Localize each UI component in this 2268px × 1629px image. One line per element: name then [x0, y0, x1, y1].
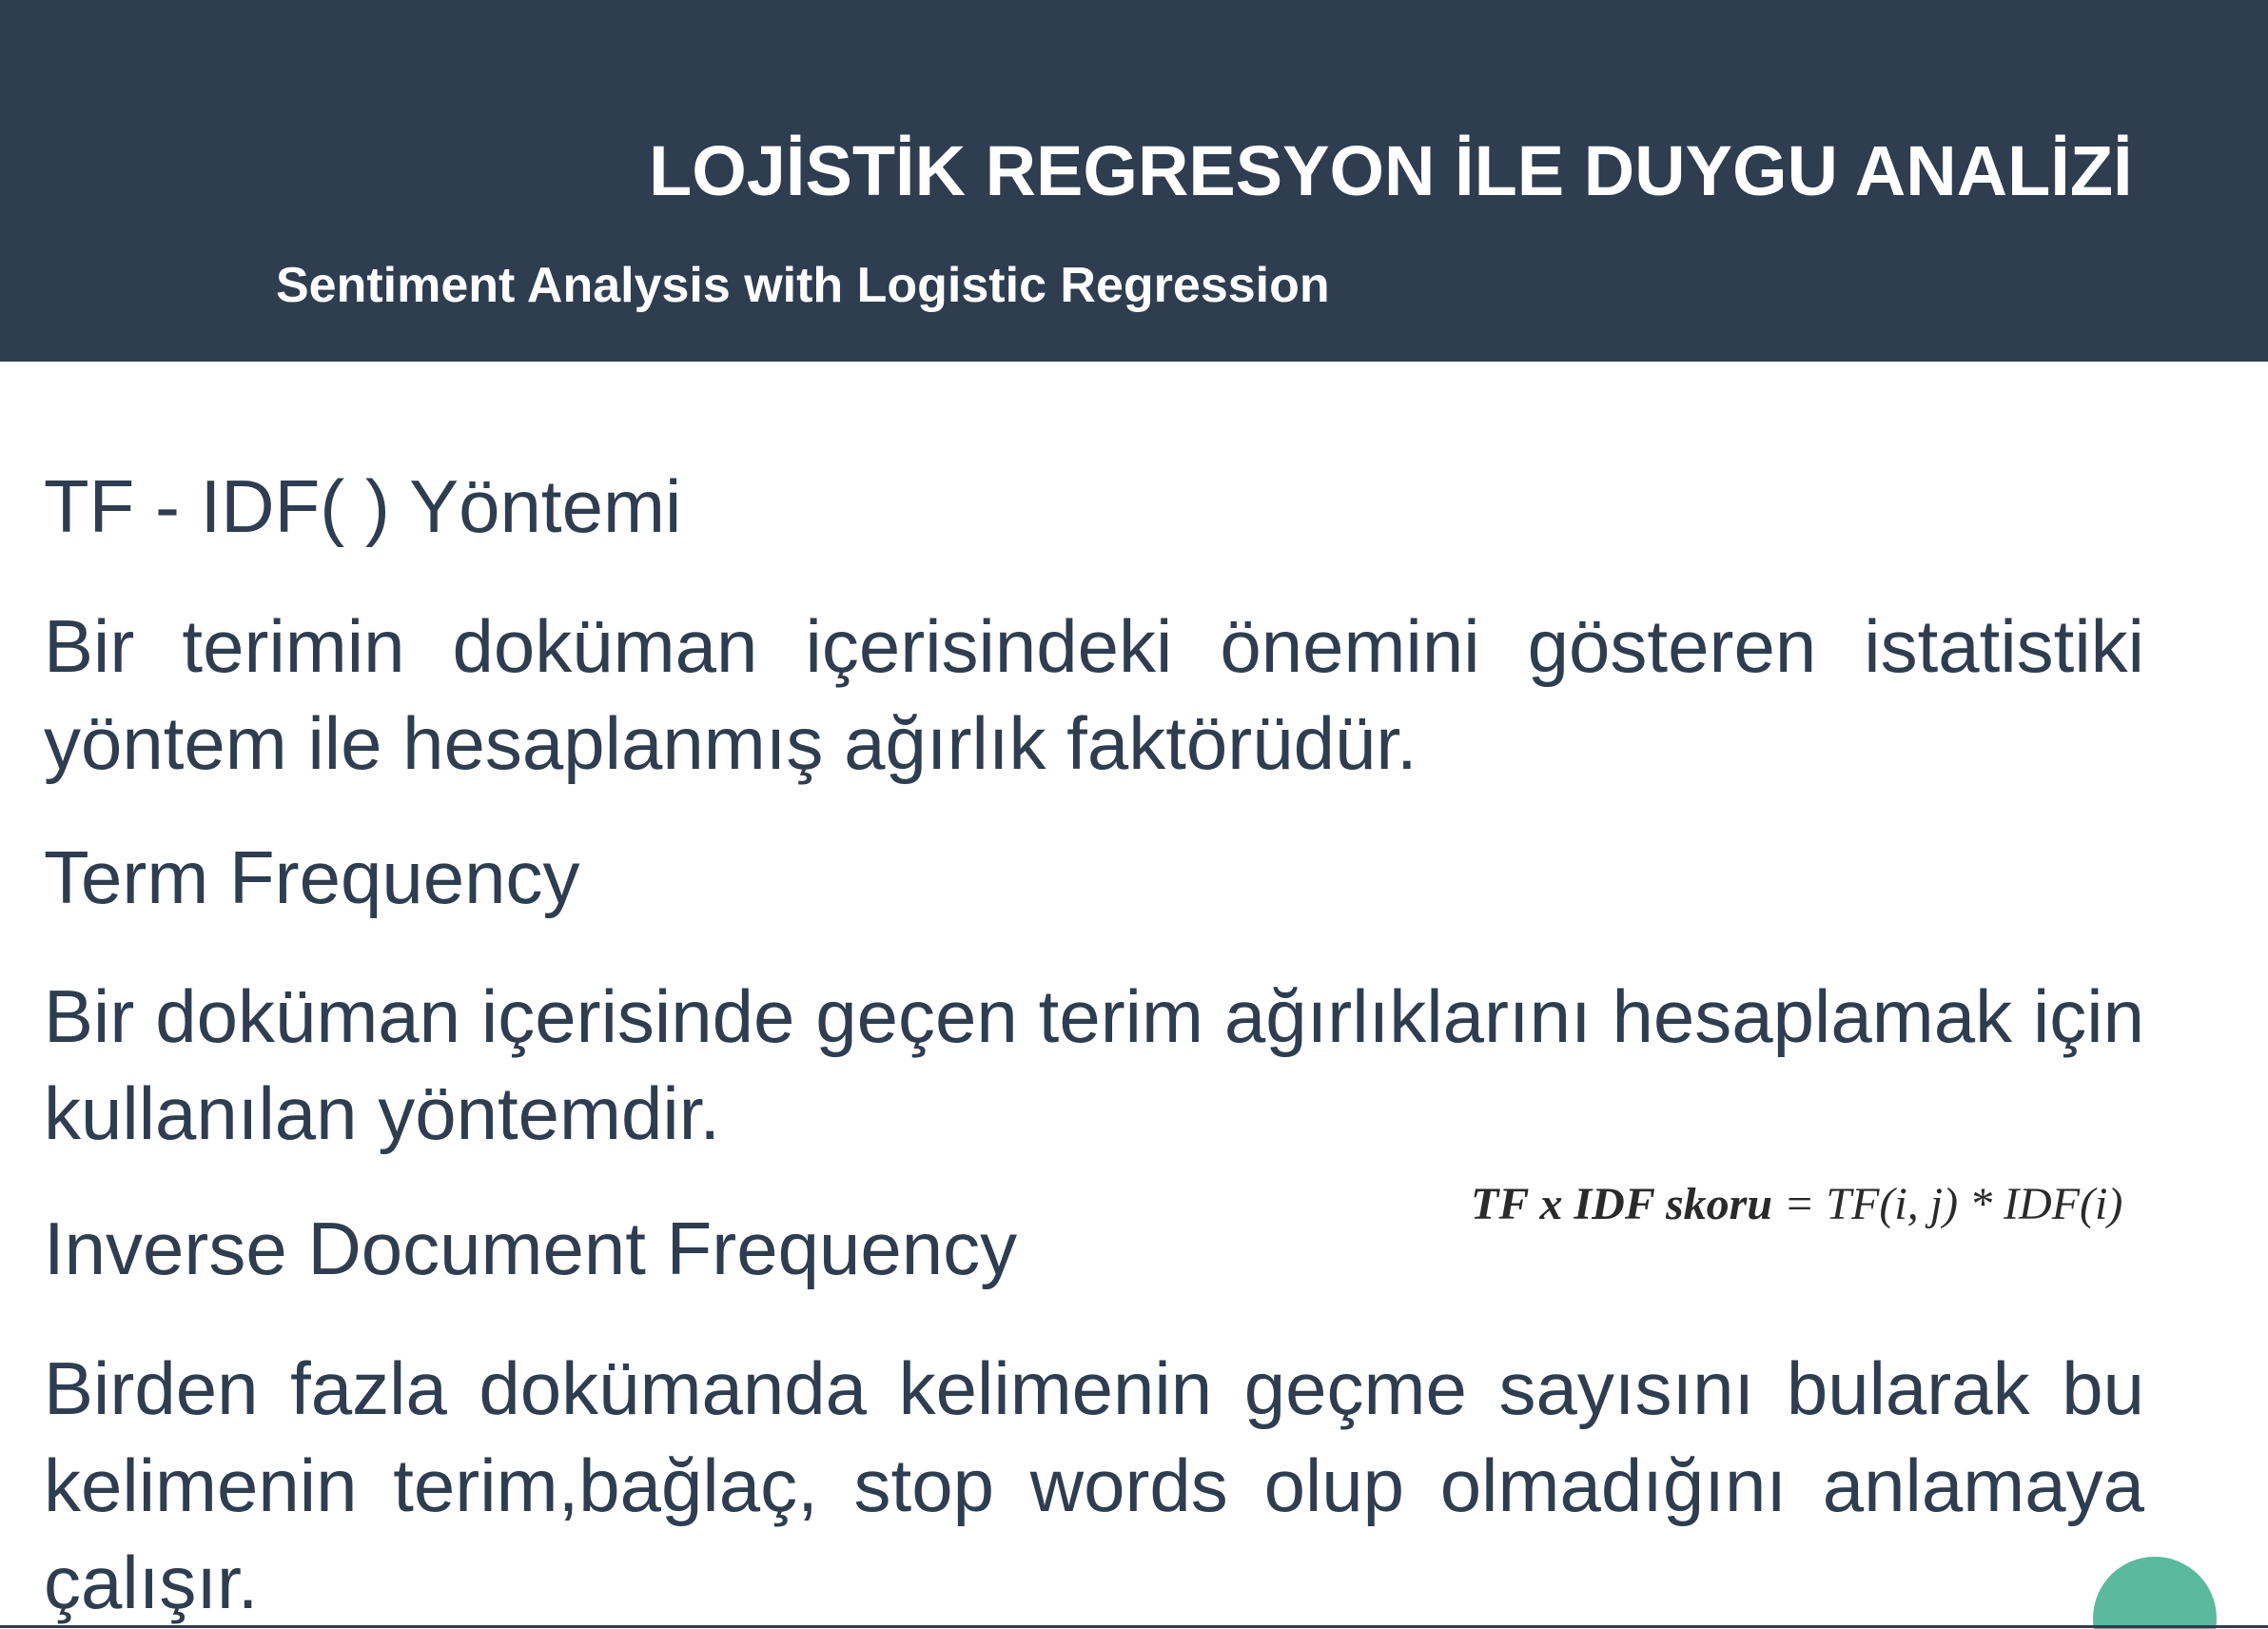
section-heading-tfidf: TF - IDF( ) Yöntemi	[44, 464, 682, 548]
formula-rhs: = TF(i, j) * IDF(i)	[1772, 1179, 2123, 1229]
formula-lhs: TF x IDF skoru	[1471, 1179, 1773, 1229]
section-text-inverse-document-frequency: Birden fazla dokümanda kelimenin geçme sayısını bularak bu kelimenin terim,bağlaç, stop words olup olmadığını anlamaya çalışır.	[44, 1346, 2144, 1624]
bottom-divider	[0, 1625, 2268, 1628]
slide-title: LOJİSTİK REGRESYON İLE DUYGU ANALİZİ	[649, 131, 2133, 210]
slide-subtitle: Sentiment Analysis with Logistic Regression	[276, 258, 1330, 313]
section-heading-term-frequency: Term Frequency	[44, 835, 580, 919]
section-text-term-frequency: Bir doküman içerisinde geçen terim ağırlıklarını hesaplamak için kullanılan yöntemdir.	[44, 974, 2144, 1155]
tfidf-formula	[1471, 1176, 2122, 1233]
section-text-tfidf: Bir terimin doküman içerisindeki önemini gösteren istatistiki yöntem ile hesaplanmış ağırlık faktörüdür.	[44, 604, 2144, 785]
section-heading-inverse-document-frequency: Inverse Document Frequency	[44, 1207, 1018, 1290]
header-banner	[0, 0, 2268, 362]
